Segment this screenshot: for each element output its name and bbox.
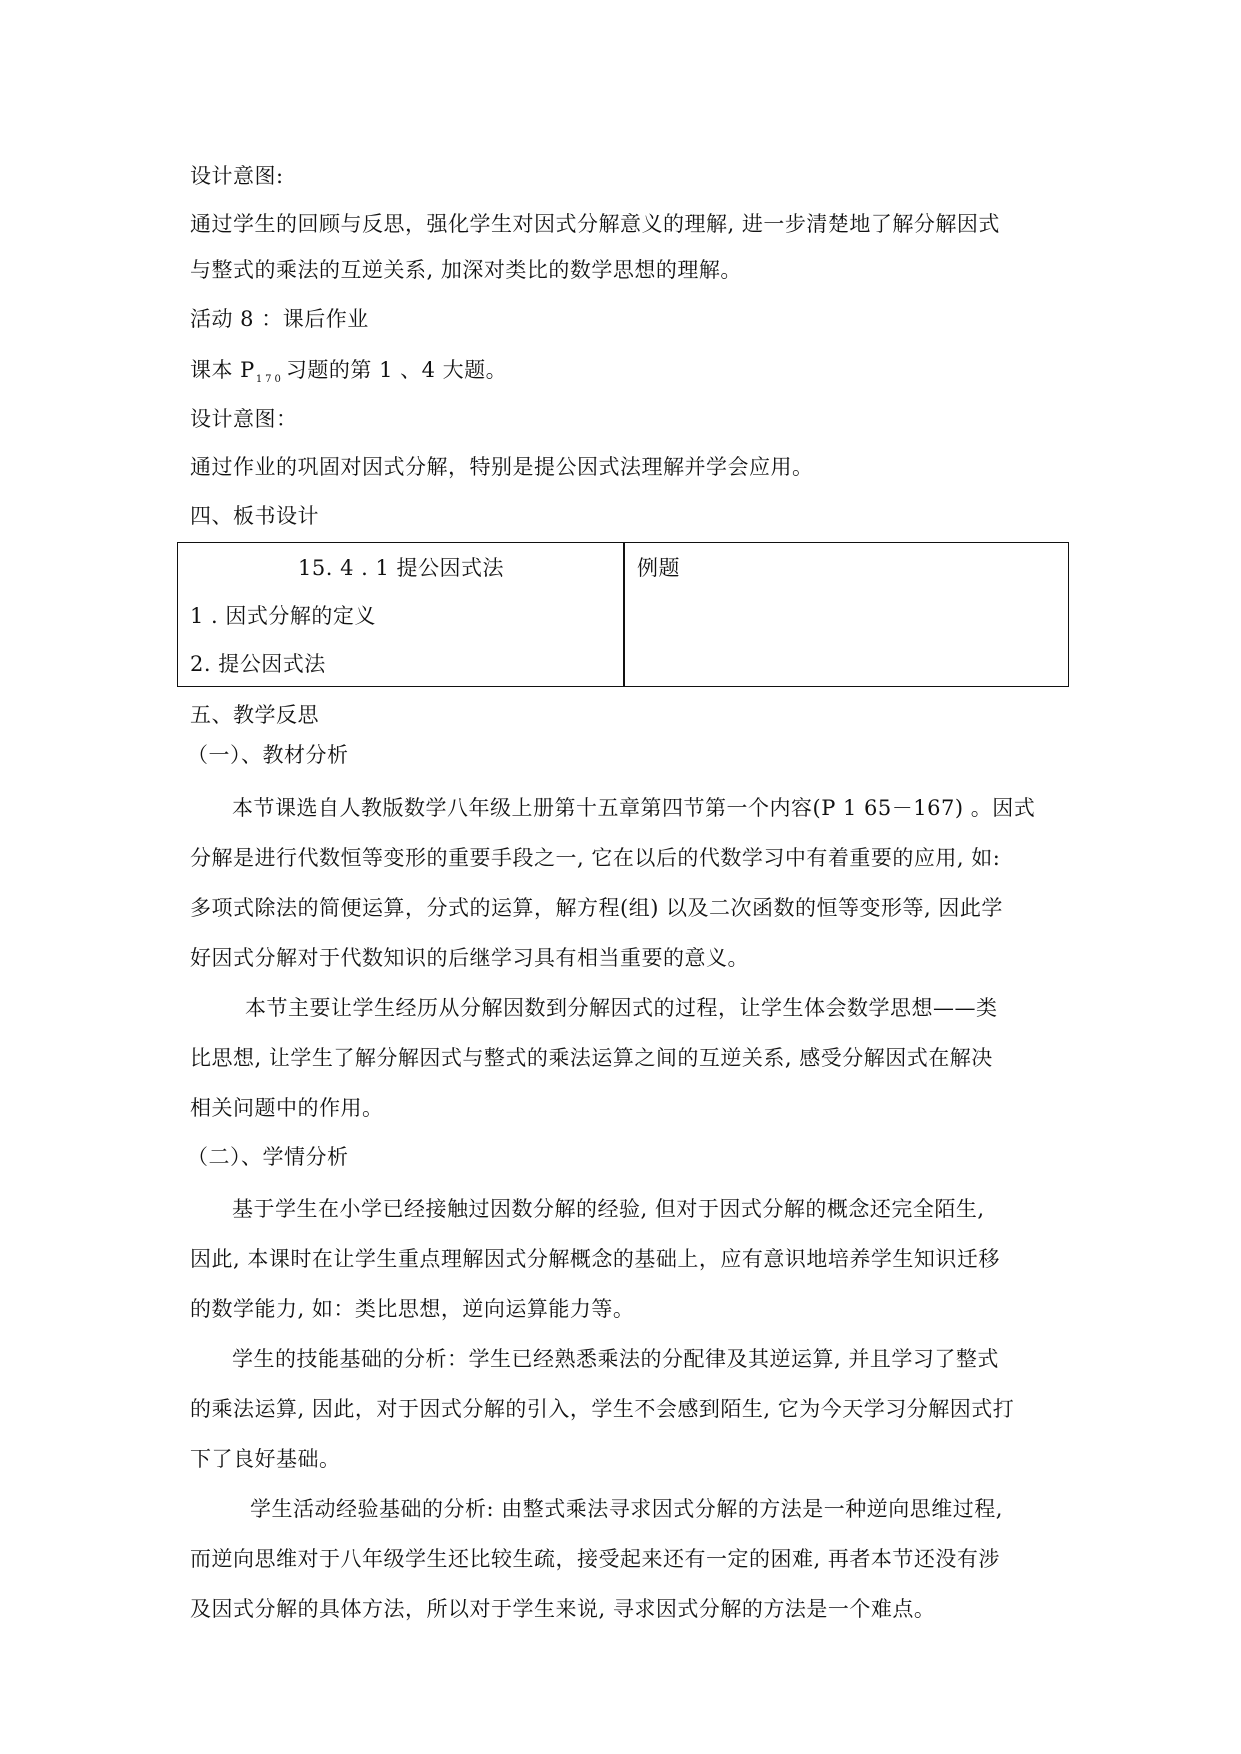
experience-analysis-line-2: 而逆向思维对于八年级学生还比较生疏，接受起来还有一定的困难, 再者本节还没有涉 (190, 1547, 1000, 1571)
textbook-analysis-line-1: 本节课选自人教版数学八年级上册第十五章第四节第一个内容(P 1 65－167) 。因式 (232, 796, 1036, 820)
textbook-analysis-line-3: 多项式除法的简便运算，分式的运算，解方程(组) 以及二次函数的恒等变形等, 因此学 (190, 896, 1003, 920)
section-focus-line-2: 比思想, 让学生了解分解因式与整式的乘法运算之间的互逆关系, 感受分解因式在解决 (190, 1046, 993, 1070)
board-item-2: 2. 提公因式法 (190, 652, 326, 676)
learner-analysis-heading: （二）、学情分析 (187, 1145, 349, 1169)
textbook-analysis-line-4: 好因式分解对于代数知识的后继学习具有相当重要的意义。 (190, 946, 749, 970)
homework-prefix: 课本 P (190, 358, 255, 382)
design-intent-text-1b: 与整式的乘法的互逆关系, 加深对类比的数学思想的理解。 (190, 258, 742, 282)
board-item-1: 1 . 因式分解的定义 (190, 604, 376, 628)
experience-analysis-line-3: 及因式分解的具体方法，所以对于学生来说, 寻求因式分解的方法是一个难点。 (190, 1597, 936, 1621)
homework-suffix: 习题的第 1 、4 大题。 (285, 358, 508, 382)
skills-analysis-line-3: 下了良好基础。 (190, 1447, 341, 1471)
board-design-heading: 四、板书设计 (190, 504, 319, 528)
learner-analysis-line-1: 基于学生在小学已经接触过因数分解的经验, 但对于因式分解的概念还完全陌生, (232, 1197, 985, 1221)
board-design-table (177, 542, 1069, 687)
experience-analysis-line-1: 学生活动经验基础的分析: 由整式乘法寻求因式分解的方法是一种逆向思维过程, (250, 1497, 1003, 1521)
homework-line (190, 355, 507, 390)
learner-analysis-line-3: 的数学能力, 如：类比思想，逆向运算能力等。 (190, 1297, 635, 1321)
skills-analysis-line-2: 的乘法运算, 因此，对于因式分解的引入，学生不会感到陌生, 它为今天学习分解因式打 (190, 1397, 1015, 1421)
activity-8-heading: 活动 8 ：课后作业 (190, 307, 369, 331)
learner-analysis-line-2: 因此, 本课时在让学生重点理解因式分解概念的基础上，应有意识地培养学生知识迁移 (190, 1247, 1000, 1271)
design-intent-text-2: 通过作业的巩固对因式分解，特别是提公因式法理解并学会应用。 (190, 455, 814, 479)
board-divider (623, 543, 625, 686)
reflection-heading: 五、教学反思 (190, 703, 319, 727)
textbook-analysis-line-2: 分解是进行代数恒等变形的重要手段之一, 它在以后的代数学习中有着重要的应用, 如: (190, 846, 1001, 870)
section-focus-line-3: 相关问题中的作用。 (190, 1096, 384, 1120)
board-example-heading: 例题 (637, 556, 680, 580)
board-title: 15. 4 . 1 提公因式法 (298, 556, 504, 580)
design-intent-label-2: 设计意图： (190, 407, 298, 431)
section-focus-line-1: 本节主要让学生经历从分解因数到分解因式的过程，让学生体会数学思想——类 (245, 996, 998, 1020)
skills-analysis-line-1: 学生的技能基础的分析：学生已经熟悉乘法的分配律及其逆运算, 并且学习了整式 (232, 1347, 999, 1371)
textbook-analysis-heading: （一）、教材分析 (187, 743, 349, 767)
design-intent-text-1a: 通过学生的回顾与反思，强化学生对因式分解意义的理解, 进一步清楚地了解分解因式 (190, 212, 1000, 236)
design-intent-label-1: 设计意图: (190, 164, 284, 188)
homework-page-subscript: 170 (255, 374, 284, 385)
